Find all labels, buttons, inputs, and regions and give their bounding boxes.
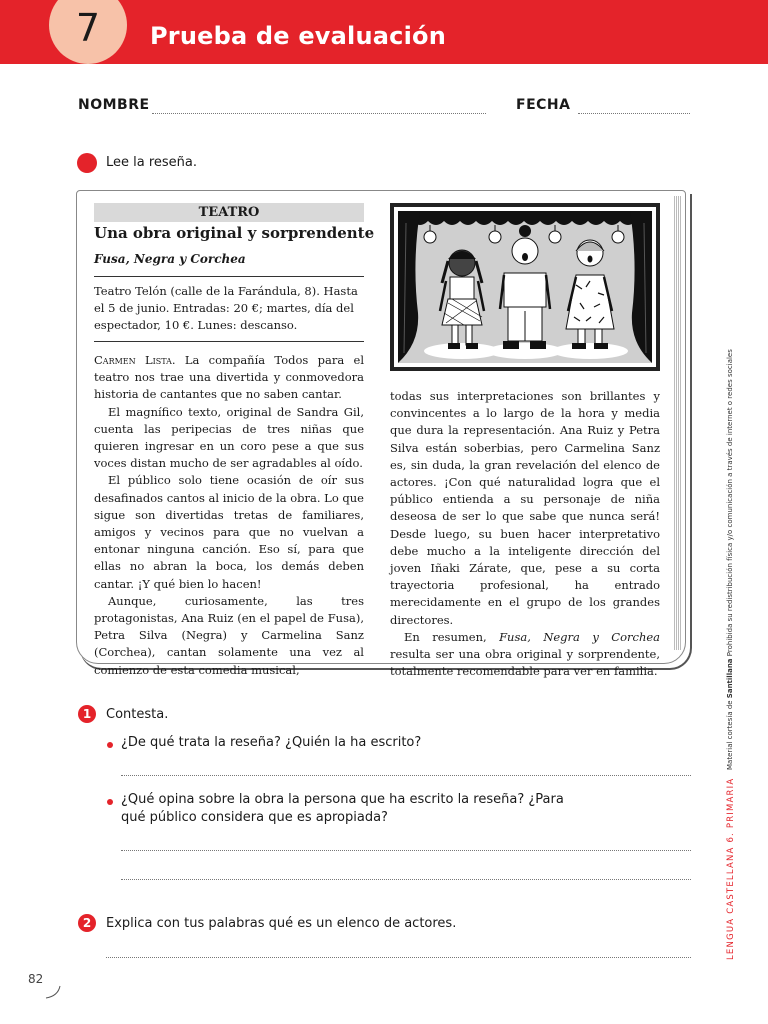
review-section-tag: TEATRO — [94, 203, 364, 222]
question-1b-text: ¿Qué opina sobre la obra la persona que ha escrito la reseña? ¿Para qué público considera que es apropiada? — [121, 792, 564, 825]
review-box-binding — [674, 196, 682, 650]
review-author: Carmen Lista — [94, 353, 172, 367]
review-p6-post: resulta ser una obra original y sorprendente, totalmente recomendable para ver en familia. — [390, 647, 660, 679]
review-p6-pre: En resumen, — [404, 629, 500, 644]
review-column-2 — [390, 388, 660, 680]
answer-line-2[interactable] — [106, 957, 691, 958]
review-info: Teatro Telón (calle de la Farándula, 8). Hasta el 5 de junio. Entradas: 20 €; martes, día del espectador, 10 €. Lunes: descanso. — [94, 276, 364, 342]
question-2-number: 2 — [78, 914, 96, 932]
copyright-pre: Material cortesía de — [726, 698, 734, 770]
copyright-post: Prohibida su redistribución física y/o comunicación a través de internet o redes sociales — [726, 349, 734, 659]
instruction-text: Lee la reseña. — [106, 155, 198, 170]
stage-illustration — [390, 203, 660, 371]
page-number: 82 — [28, 972, 44, 986]
side-margin — [726, 330, 746, 970]
review-p4: Aunque, curiosamente, las tres protagonistas, Ana Ruiz (en el papel de Fusa), Petra Silva (Negra) y Carmelina Sanz (Corchea), cantan solamente una vez al comienzo de esta comedia musical, — [94, 593, 364, 677]
name-field[interactable] — [152, 113, 486, 114]
review-subtitle: Fusa, Negra y Corchea — [94, 252, 246, 266]
review-p6-italic: Fusa, Negra y Corchea — [499, 629, 661, 644]
answer-line-1b-2[interactable] — [121, 879, 691, 880]
review-title: Una obra original y sorprendente — [94, 224, 375, 242]
review-p2: El magnífico texto, original de Sandra Gil, cuenta las peripecias de tres niñas que quieren ingresar en un coro pese a que sus voces distan mucho de ser agradables al oído. — [94, 404, 364, 471]
review-column-1 — [94, 352, 364, 679]
name-label: NOMBRE — [78, 97, 150, 113]
date-field[interactable] — [578, 113, 690, 114]
answer-line-1b-1[interactable] — [121, 850, 691, 851]
question-2-prompt: Explica con tus palabras qué es un elenco de actores. — [106, 916, 457, 931]
subject-label: LENGUA CASTELLANA 6. PRIMARIA — [726, 777, 736, 960]
copyright-notice — [726, 349, 734, 770]
publisher-name: Santillana — [726, 658, 734, 699]
question-1a-text: ¿De qué trata la reseña? ¿Quién la ha escrito? — [121, 735, 422, 750]
question-1-prompt: Contesta. — [106, 707, 169, 722]
answer-line-1a[interactable] — [121, 775, 691, 776]
instruction-bullet-icon — [77, 153, 97, 173]
review-p5: todas sus interpretaciones son brillantes y convincentes a lo largo de la hora y media que dura la representación. Ana Ruiz y Petra Silva están soberbias, pero Carmelina Sanz es, sin duda, la gran revelación del elenco de actores. ¡Con qué naturalidad logra que el público entienda a su personaje de niña deseosa de ser lo que sabe que nunca será! Desde luego, su buen hacer interpretativo debe mucho a la inteligente dirección del joven Iñaki Zárate, que, pese a su corta trayectoria profesional, ha entrado merecidamente en el grupo de los grandes directores. — [390, 389, 660, 627]
page-title: Prueba de evaluación — [150, 22, 446, 50]
page-corner-swirl-icon — [44, 984, 64, 1000]
review-p1: . La compañía Todos para el teatro nos trae una divertida y conmovedora historia de cantantes que no saben cantar. — [94, 353, 364, 402]
bullet-icon — [107, 742, 113, 748]
bullet-icon — [107, 799, 113, 805]
date-label: FECHA — [516, 97, 571, 113]
unit-number: 7 — [75, 6, 101, 50]
question-1-number: 1 — [78, 705, 96, 723]
review-p3: El público solo tiene ocasión de oír sus desafinados cantos al inicio de la obra. Lo que sigue son divertidas tretas de familiares, amigos y vecinos para que no vuelvan a entonar ninguna canción. Eso sí, para que ellas no abran la boca, los demás deben cantar. ¡Y qué bien lo hacen! — [94, 473, 364, 591]
